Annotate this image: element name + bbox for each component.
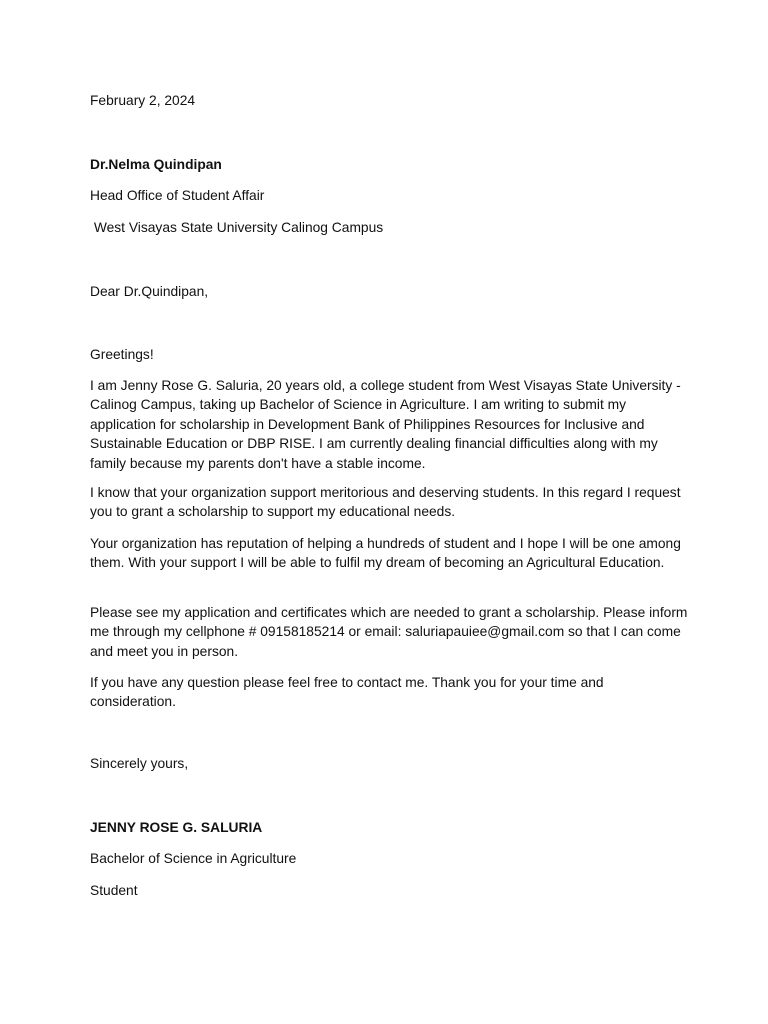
body-paragraph-4: Please see my application and certificates which are needed to grant a scholarship. Please inform me through my cellphone # 09158185214 or email: saluriapauiee@gmail.com so that I can come and meet you in person. bbox=[90, 605, 688, 659]
recipient-institution: West Visayas State University Calinog Campus bbox=[90, 220, 384, 235]
closing: Sincerely yours, bbox=[90, 756, 189, 771]
body-paragraph-5: If you have any question please feel free to contact me. Thank you for your time and consideration. bbox=[90, 675, 604, 710]
body-paragraph-1: I am Jenny Rose G. Saluria, 20 years old, a college student from West Visayas State University - Calinog Campus, taking up Bachelor of Science in Agriculture. I am writing to submit my application for scholarship in Development Bank of Philippines Resources for Inclusive and Sustainable Education or DBP RISE. I am currently dealing financial difficulties along with my family because my parents don't have a stable income. bbox=[90, 378, 681, 471]
signature-name: JENNY ROSE G. SALURIA bbox=[90, 820, 263, 835]
body-paragraph-3: Your organization has reputation of helping a hundreds of student and I hope I will be one among them. With your support I will be able to fulfil my dream of becoming an Agricultural Education. bbox=[90, 536, 681, 571]
salutation: Dear Dr.Quindipan, bbox=[90, 284, 209, 299]
greeting: Greetings! bbox=[90, 347, 154, 362]
recipient-name: Dr.Nelma Quindipan bbox=[90, 157, 222, 172]
letter-date: February 2, 2024 bbox=[90, 93, 196, 108]
signature-role: Student bbox=[90, 883, 138, 898]
body-paragraph-2: I know that your organization support meritorious and deserving students. In this regard I request you to grant a scholarship to support my educational needs. bbox=[90, 485, 681, 520]
recipient-title: Head Office of Student Affair bbox=[90, 188, 265, 203]
signature-program: Bachelor of Science in Agriculture bbox=[90, 851, 297, 866]
